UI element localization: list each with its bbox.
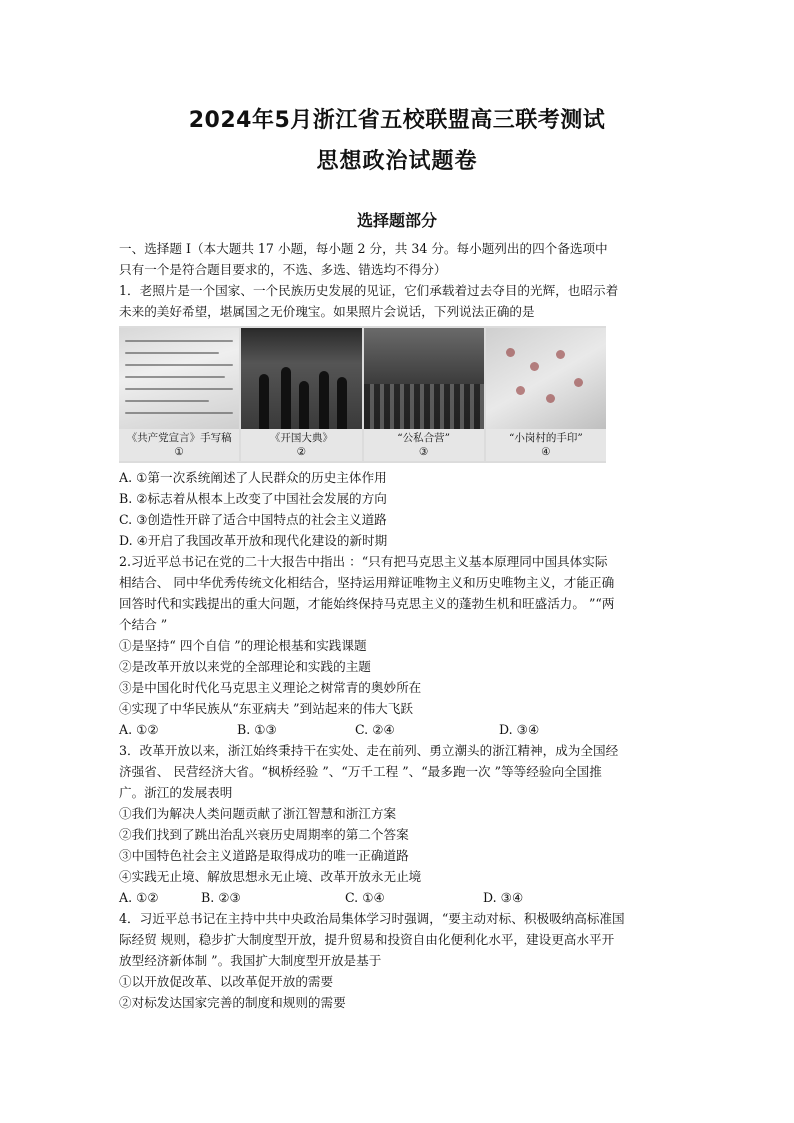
question-4-stem: 放型经济新体制 ”。我国扩大制度型开放是基于	[119, 953, 382, 968]
choice-b: B. ②③	[201, 890, 241, 905]
photo-caption	[486, 429, 606, 461]
question-2-item: ①是坚持“ 四个自信 ”的理论根基和实践课题	[119, 638, 367, 653]
question-1-option: A. ①第一次系统阐述了人民群众的历史主体作用	[119, 470, 387, 485]
question-1-stem: 未来的美好希望，堪属国之无价瑰宝。如果照片会说话，下列说法正确的是	[119, 304, 535, 319]
exam-subtitle: 思想政治试题卷	[316, 149, 478, 174]
photo-caption	[364, 429, 484, 461]
question-1-option: C. ③创造性开辟了适合中国特点的社会主义道路	[119, 512, 387, 527]
choice-a: A. ①②	[119, 890, 159, 905]
question-1-photo-strip	[119, 326, 606, 463]
choice-d: D. ③④	[483, 890, 524, 905]
photo-image	[241, 328, 361, 429]
exam-body	[119, 238, 677, 1013]
photo-image	[486, 328, 606, 429]
question-3-choices	[119, 887, 677, 908]
caption-number: ①	[174, 446, 184, 458]
photo-caption	[119, 429, 239, 461]
question-3-stem: 广。浙江的发展表明	[119, 785, 233, 800]
question-2-stem: 个结合 ”	[119, 617, 168, 632]
instructions-line: 一、选择题 I（本大题共 17 小题，每小题 2 分，共 34 分。每小题列出的四个备选项中	[119, 241, 608, 256]
question-2-stem: 相结合、 同中华优秀传统文化相结合，坚持运用辩证唯物主义和历史唯物主义，才能正确	[119, 575, 615, 590]
question-1-option: D. ④开启了我国改革开放和现代化建设的新时期	[119, 533, 388, 548]
question-4-stem: 际经贸 规则，稳步扩大制度型开放，提升贸易和投资自由化便利化水平，建设更高水平开	[119, 932, 615, 947]
question-4-stem: 4．习近平总书记在主持中共中央政治局集体学习时强调，“要主动对标、积极吸纳高标准国	[119, 911, 625, 926]
question-4-item: ②对标发达国家完善的制度和规则的需要	[119, 995, 346, 1010]
photo-caption	[241, 429, 361, 461]
choice-c: C. ①④	[345, 890, 385, 905]
question-2-stem: 2.习近平总书记在党的二十大报告中指出 ：“只有把马克思主义基本原理同中国具体实际	[119, 554, 608, 569]
question-4-item: ①以开放促改革、以改革促开放的需要	[119, 974, 334, 989]
question-3-item: ①我们为解决人类问题贡献了浙江智慧和浙江方案	[119, 806, 397, 821]
caption-text: 《开国大典》	[269, 432, 333, 444]
photo-manifesto-manuscript	[119, 328, 239, 461]
question-3-item: ③中国特色社会主义道路是取得成功的唯一正确道路	[119, 848, 409, 863]
photo-public-private-partnership	[364, 328, 484, 461]
photo-image	[364, 328, 484, 429]
question-1-option: B. ②标志着从根本上改变了中国社会发展的方向	[119, 491, 387, 506]
question-2-choices	[119, 719, 677, 740]
caption-text: 《共产党宣言》手写稿	[126, 432, 232, 444]
choice-a: A. ①②	[119, 722, 159, 737]
question-2-stem: 回答时代和实践提出的重大问题，才能始终保持马克思主义的蓬勃生机和旺盛活力。 ”“两	[119, 596, 615, 611]
question-2-item: ④实现了中华民族从“东亚病夫 ”到站起来的伟大飞跃	[119, 701, 413, 716]
photo-image	[119, 328, 239, 429]
photo-xiaogang-fingerprints	[486, 328, 606, 461]
question-2-item: ③是中国化时代化马克思主义理论之树常青的奥妙所在	[119, 680, 422, 695]
question-1-stem: 1．老照片是一个国家、一个民族历史发展的见证，它们承载着过去夺目的光辉，也昭示着	[119, 283, 619, 298]
question-3-stem: 3．改革开放以来，浙江始终秉持干在实处、走在前列、勇立潮头的浙江精神，成为全国经	[119, 743, 619, 758]
caption-number: ④	[541, 446, 551, 458]
exam-title: 2024年5月浙江省五校联盟高三联考测试	[188, 108, 606, 133]
caption-text: “小岗村的手印”	[509, 432, 583, 444]
question-3-stem: 济强省、 民营经济大省。“枫桥经验 ”、“万千工程 ”、“最多跑一次 ”等等经验向全国推	[119, 764, 602, 779]
question-3-item: ②我们找到了跳出治乱兴衰历史周期率的第二个答案	[119, 827, 409, 842]
caption-number: ②	[296, 446, 307, 458]
choice-b: B. ①③	[237, 722, 277, 737]
question-2-item: ②是改革开放以来党的全部理论和实践的主题	[119, 659, 371, 674]
caption-text: “公私合营”	[397, 432, 450, 444]
caption-number: ③	[418, 446, 429, 458]
photo-founding-ceremony	[241, 328, 361, 461]
section-title: 选择题部分	[356, 211, 437, 230]
instructions-line: 只有一个是符合题目要求的，不选、多选、错选均不得分）	[119, 262, 447, 277]
question-3-item: ④实践无止境、解放思想永无止境、改革开放永无止境	[119, 869, 422, 884]
choice-d: D. ③④	[499, 722, 540, 737]
choice-c: C. ②④	[355, 722, 395, 737]
